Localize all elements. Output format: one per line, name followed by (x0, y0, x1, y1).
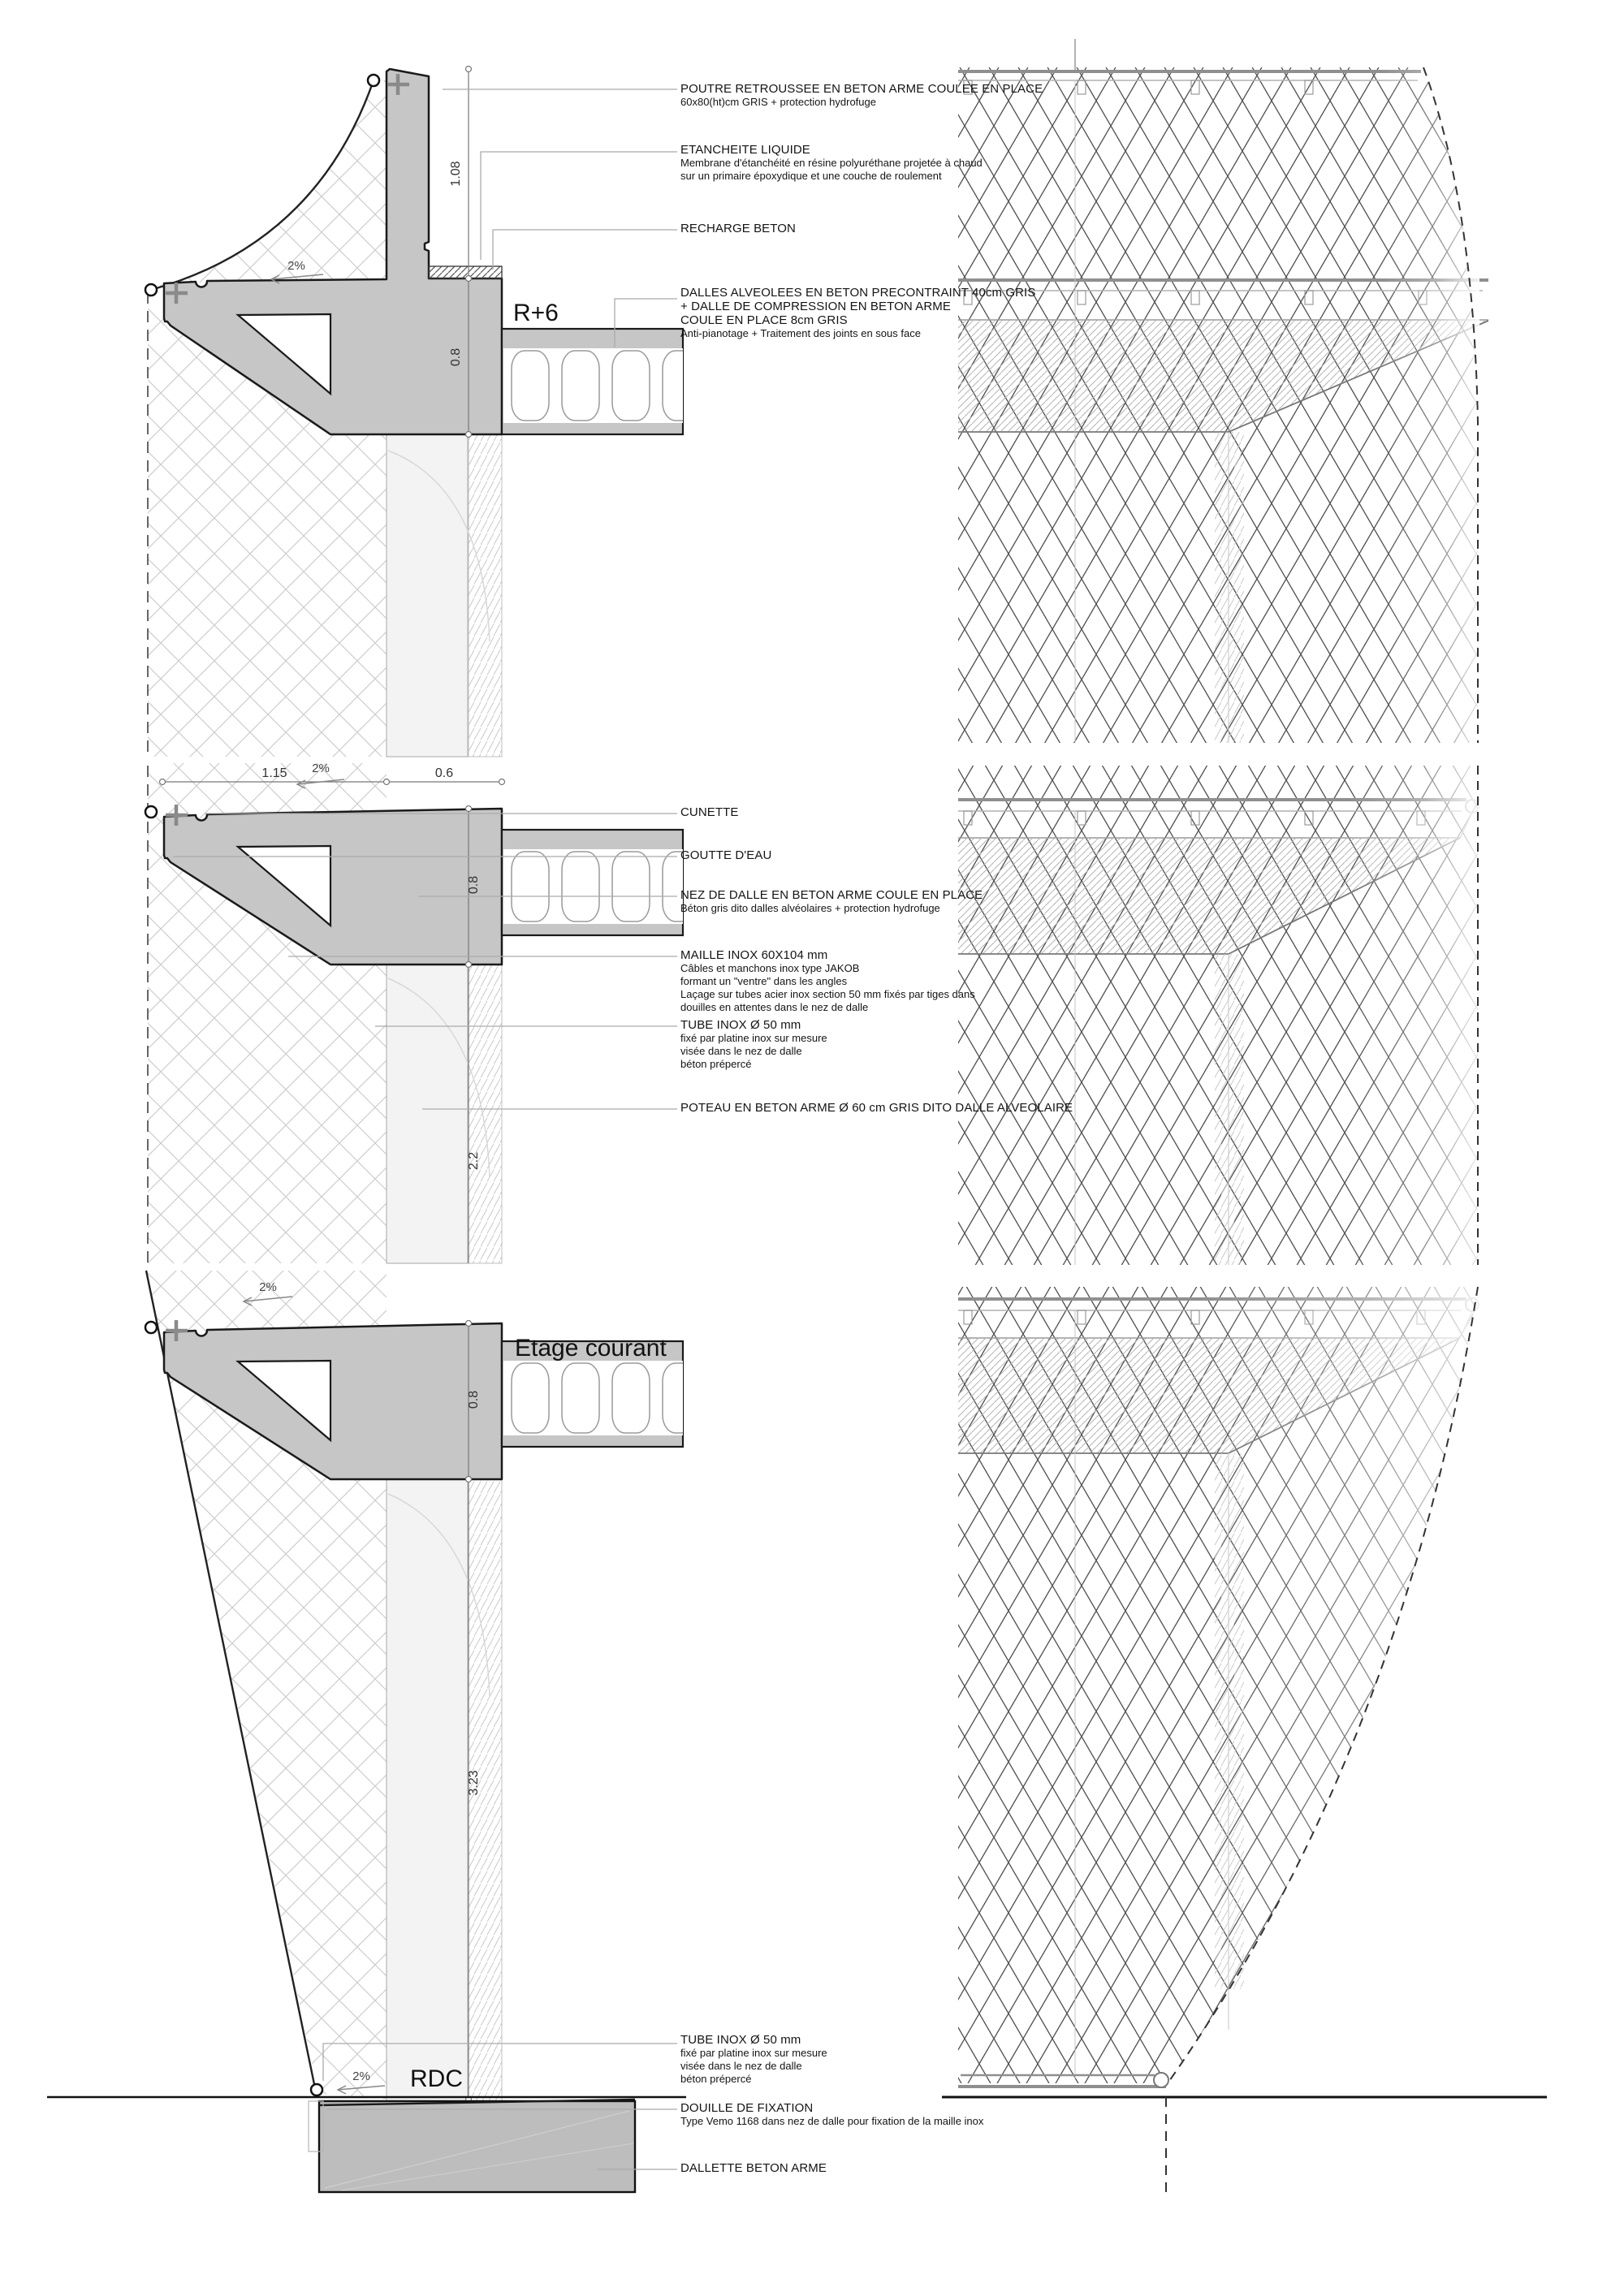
section-r6 (145, 67, 700, 757)
annotation-line: sur un primaire époxydique et une couche de roulement (680, 170, 942, 182)
annotation-line: béton prépercé (680, 2073, 752, 2085)
annotation-line: formant un "ventre" dans les angles (680, 975, 848, 987)
slope-label-s3: 2% (259, 1280, 277, 1294)
annotation-line: 60x80(ht)cm GRIS + protection hydrofuge (680, 96, 876, 108)
annotation-title: DALLES ALVEOLEES EN BETON PRECONTRAINT 40cm GRIS (680, 286, 1036, 300)
annotation-line: visée dans le nez de dalle (680, 1045, 802, 1057)
recharge-beton-strip (429, 266, 502, 278)
dim-nose-width: 0.6 (434, 766, 454, 780)
mesh-fade (1348, 766, 1479, 1265)
annotation-line: fixé par platine inox sur mesure (680, 1032, 827, 1044)
dim-parapet-height: 1.08 (449, 161, 463, 187)
annotation-line: douilles en attentes dans le nez de dalle (680, 1001, 869, 1013)
level-label-rdc: RDC (410, 2065, 463, 2092)
annotation-line: Béton gris dito dalles alvéolaires + protection hydrofuge (680, 902, 940, 914)
tube-anchor-ground (311, 2084, 322, 2095)
annotation-title: NEZ DE DALLE EN BETON ARME COULE EN PLACE (680, 888, 983, 902)
net-sail-mesh (151, 80, 387, 290)
section-etage-courant (47, 1271, 700, 2192)
annotation-title: GOUTTE D'EAU (680, 848, 772, 862)
slope-label-s2: 2% (312, 762, 330, 775)
mesh-fade (1202, 1287, 1486, 2087)
column-strip (387, 434, 468, 757)
elevation-top (958, 39, 1488, 743)
mesh-fade (1380, 67, 1479, 743)
annotation-title: POTEAU EN BETON ARME Ø 60 cm GRIS DITO DALLE ALVEOLAIRE (680, 1101, 1073, 1115)
dim-column-low: 3.23 (467, 1770, 481, 1796)
hollow-core-slab (502, 329, 700, 434)
annotation-title3: COULE EN PLACE 8cm GRIS (680, 313, 848, 327)
annotation-title: ETANCHEITE LIQUIDE (680, 143, 810, 157)
elevation-middle (958, 766, 1479, 1265)
column-strip (387, 1479, 468, 2101)
dim-slab-depth-s3: 0.8 (467, 1390, 481, 1409)
annotation-title: POUTRE RETROUSSEE EN BETON ARME COULEE EN PLACE (680, 82, 1043, 96)
annotation-title: MAILLE INOX 60X104 mm (680, 948, 828, 962)
dim-slab-depth-s1: 0.8 (449, 347, 463, 367)
corner-hatch (1215, 432, 1244, 743)
annotation-title: TUBE INOX Ø 50 mm (680, 1018, 801, 1032)
annotation-line: béton prépercé (680, 1058, 752, 1070)
slope-label-rdc: 2% (352, 2069, 370, 2083)
dim-column-mid: 2.2 (467, 1151, 481, 1171)
annotation-line: Câbles et manchons inox type JAKOB (680, 962, 860, 974)
level-label-r6: R+6 (513, 300, 559, 326)
annotation-line: visée dans le nez de dalle (680, 2060, 802, 2072)
dim-slab-depth-s2: 0.8 (467, 875, 481, 895)
hollow-core-slab (502, 830, 700, 935)
annotation-title: RECHARGE BETON (680, 222, 796, 235)
annotation-line: Membrane d'étanchéité en résine polyuréthane projetée à chaud (680, 157, 983, 169)
dim-nose-length: 1.15 (261, 766, 287, 780)
annotation-line: Anti-pianotage + Traitement des joints en sous face (680, 327, 921, 339)
slope-label-s1: 2% (287, 259, 305, 273)
annotation-title2: + DALLE DE COMPRESSION EN BETON ARME (680, 300, 951, 313)
annotation-line: Laçage sur tubes acier inox section 50 mm fixés par tiges dans (680, 988, 975, 1000)
column-hatch-strip (469, 965, 502, 1263)
annotation-title: DALLETTE BETON ARME (680, 2161, 827, 2175)
annotation-line: fixé par platine inox sur mesure (680, 2047, 827, 2059)
annotation-title: TUBE INOX Ø 50 mm (680, 2033, 801, 2047)
footing-block (319, 2101, 635, 2192)
elevation-bottom (942, 1287, 1547, 2192)
annotation-line: Type Vemo 1168 dans nez de dalle pour fixation de la maille inox (680, 2115, 984, 2127)
section-intermediate (145, 762, 700, 1263)
column-strip (387, 965, 468, 1263)
annotation-title: DOUILLE DE FIXATION (680, 2101, 814, 2115)
corner-hatch (1215, 954, 1244, 1265)
annotation-title: CUNETTE (680, 805, 739, 819)
level-label-etage-courant: Etage courant (515, 1335, 667, 1362)
